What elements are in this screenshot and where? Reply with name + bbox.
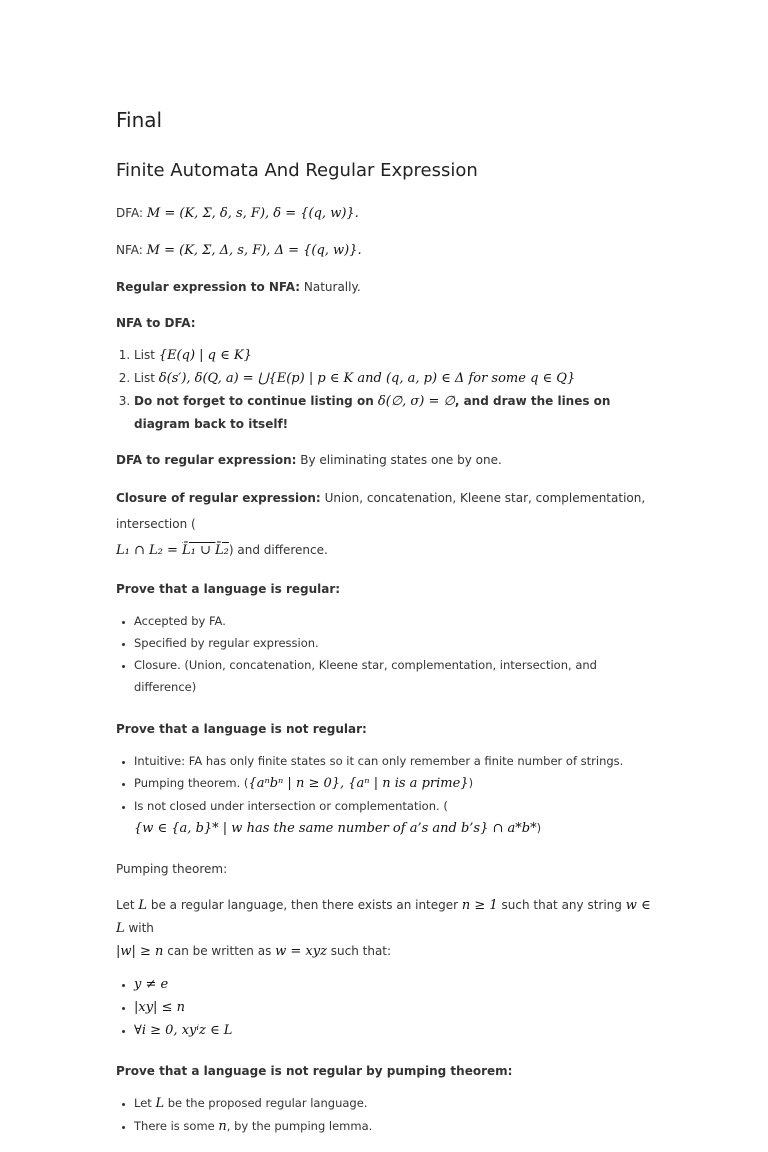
dfa-to-re xyxy=(116,449,656,471)
item-text: Pumping theorem. ( xyxy=(134,776,249,790)
item-math: {aⁿbⁿ | n ≥ 0}, {aⁿ | n is a prime} xyxy=(248,776,469,791)
prove-regular-list xyxy=(116,610,656,698)
nfa-label: NFA: xyxy=(116,243,143,257)
list-item xyxy=(134,1115,656,1138)
list-item xyxy=(134,344,656,367)
text: such that: xyxy=(326,944,392,958)
closure-text: Union, concatenation, Kleene star, complementation, intersection ( xyxy=(116,491,646,531)
prove-not-regular-list xyxy=(116,750,656,840)
pumping-heading: Pumping theorem: xyxy=(116,862,228,876)
pumping-proof-label: Prove that a language is not regular by pumping theorem: xyxy=(116,1064,513,1078)
item-math: δ(∅, σ) = ∅ xyxy=(377,394,455,409)
list-item: • Specified by regular expression. xyxy=(134,632,656,654)
list-item xyxy=(134,996,656,1019)
prove-not-regular-heading xyxy=(116,718,656,740)
item-text-post: ) xyxy=(468,776,474,790)
item-math: n xyxy=(218,1119,227,1134)
closure-paragraph xyxy=(116,485,656,564)
list-item xyxy=(134,772,656,795)
text: such that any string xyxy=(497,898,626,912)
list-item xyxy=(134,1019,656,1042)
pumping-conditions xyxy=(116,973,656,1042)
item-text-post: be the proposed regular language. xyxy=(164,1096,368,1110)
dfa-to-re-label: DFA to regular expression: xyxy=(116,453,297,467)
prove-regular-heading xyxy=(116,578,656,600)
math: w = xyz xyxy=(275,944,327,959)
pumping-proof-list xyxy=(116,1092,656,1138)
item-math: δ(s′), δ(Q, a) = ⋃{E(p) | p ∈ K and (q, a, p) ∈ Δ for some q ∈ Q} xyxy=(158,371,576,386)
item-text-post: ) xyxy=(536,821,542,835)
item-text: There is some xyxy=(134,1119,219,1133)
prove-regular-label: Prove that a language is regular: xyxy=(116,582,341,596)
item-math: {E(q) | q ∈ K} xyxy=(158,348,252,363)
item-math: y ≠ e xyxy=(134,977,169,992)
section-heading: Finite Automata And Regular Expression xyxy=(116,160,478,181)
math: |w| ≥ n xyxy=(116,944,164,959)
list-item xyxy=(134,1092,656,1115)
pumping-statement xyxy=(116,894,656,963)
list-item: • Intuitive: FA has only finite states so it can only remember a finite number of strings. xyxy=(134,750,656,772)
list-item xyxy=(134,973,656,996)
nfa-to-dfa-heading xyxy=(116,312,656,334)
dfa-to-re-text: By eliminating states one by one. xyxy=(300,453,502,467)
item-text-post: , by the pumping lemma. xyxy=(226,1119,373,1133)
document-body xyxy=(116,106,656,1152)
prove-not-regular-label: Prove that a language is not regular: xyxy=(116,722,367,736)
re-to-nfa xyxy=(116,276,656,298)
math: L xyxy=(138,898,148,913)
re-to-nfa-label: Regular expression to NFA: xyxy=(116,280,301,294)
list-item xyxy=(134,367,656,390)
text: be a regular language, then there exists an integer xyxy=(147,898,462,912)
item-text: Do not forget to continue listing on xyxy=(134,394,378,408)
item-text: Let xyxy=(134,1096,156,1110)
page-title: Final xyxy=(116,108,163,132)
item-math: L xyxy=(155,1096,165,1111)
nfa-math: M = (K, Σ, Δ, s, F), Δ = {(q, w)}. xyxy=(146,243,362,258)
nfa-definition xyxy=(116,239,656,262)
nfa-to-dfa-list xyxy=(116,344,656,435)
dfa-definition xyxy=(116,202,656,225)
math: w ∈ L xyxy=(116,898,651,936)
text: Let xyxy=(116,898,139,912)
list-item: • Closure. (Union, concatenation, Kleene star, complementation, intersection, and difference) xyxy=(134,654,656,698)
math: n ≥ 1 xyxy=(461,898,498,913)
item-text: Is not closed under intersection or complementation. ( xyxy=(134,799,448,813)
item-math: ∀i ≥ 0, xyⁱz ∈ L xyxy=(134,1023,233,1038)
list-item xyxy=(134,795,656,840)
nfa-to-dfa-label: NFA to DFA: xyxy=(116,316,196,330)
re-to-nfa-text: Naturally. xyxy=(303,280,361,294)
item-math: {w ∈ {a, b}* | w has the same number of a’s and b’s} ∩ a*b* xyxy=(134,821,537,836)
item-text: List xyxy=(134,348,159,362)
closure-math-over: L̄₁ ∪ L̄₂ xyxy=(182,543,229,558)
text: can be written as xyxy=(163,944,276,958)
closure-math-lhs: L₁ ∩ L₂ = xyxy=(116,543,183,558)
list-item: • Accepted by FA. xyxy=(134,610,656,632)
list-item xyxy=(134,390,656,435)
text: with xyxy=(124,921,154,935)
pumping-proof-heading xyxy=(116,1060,656,1082)
dfa-math: M = (K, Σ, δ, s, F), δ = {(q, w)}. xyxy=(146,206,359,221)
item-text: List xyxy=(134,371,159,385)
closure-tail: ) and difference. xyxy=(228,543,328,557)
dfa-label: DFA: xyxy=(116,206,144,220)
item-math: |xy| ≤ n xyxy=(134,1000,185,1015)
closure-label: Closure of regular expression: xyxy=(116,491,321,505)
item-text-post: , and draw the lines on diagram back to itself! xyxy=(134,394,611,431)
